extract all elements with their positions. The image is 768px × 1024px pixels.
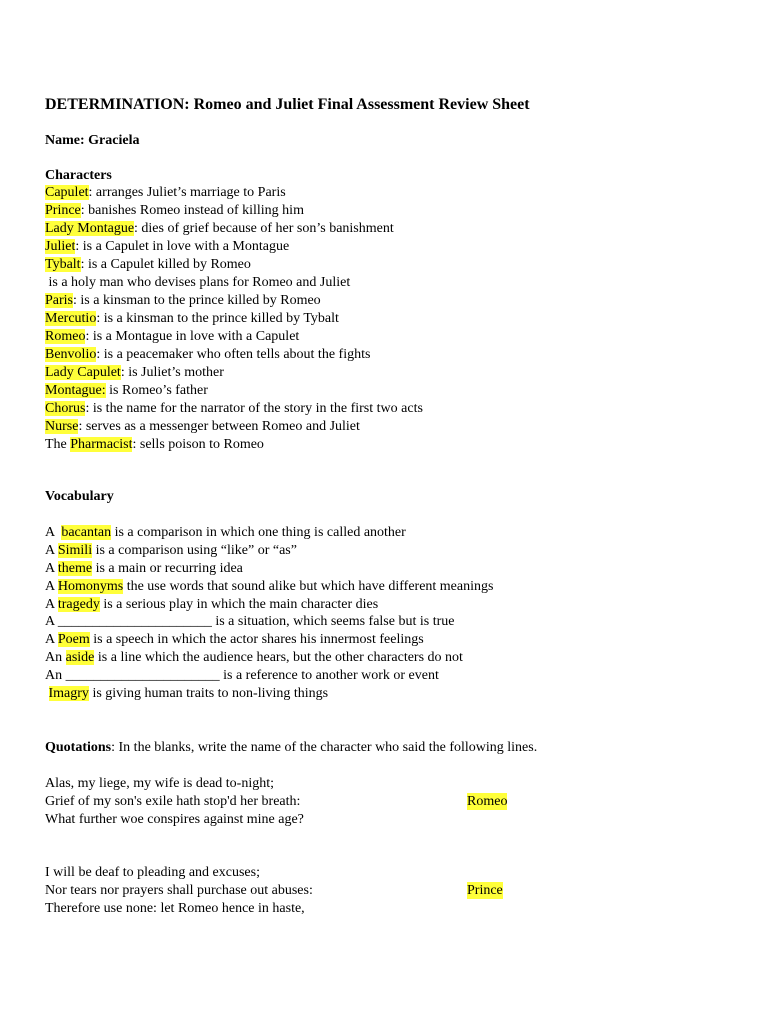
vocabulary-term: Poem (57, 632, 90, 647)
character-name: Capulet (45, 185, 89, 200)
quotations-instructions: Quotations: In the blanks, write the name of the character who said the following lines. (45, 740, 538, 755)
vocabulary-term: theme (57, 561, 93, 576)
quote-line: I will be deaf to pleading and excuses; (45, 865, 260, 880)
character-name: Juliet (45, 239, 76, 254)
vocabulary-term: Homonyms (57, 579, 124, 594)
character-item: is a holy man who devises plans for Romeo and Juliet (45, 275, 351, 290)
character-name: Montague: (45, 383, 106, 398)
student-name: Name: Graciela (45, 133, 140, 148)
character-name: Lady Capulet (45, 365, 121, 380)
vocabulary-item: A Simili is a comparison using “like” or “as” (45, 543, 297, 558)
character-item: Chorus: is the name for the narrator of the story in the first two acts (45, 401, 423, 416)
quote-line: What further woe conspires against mine age? (45, 812, 304, 827)
vocabulary-term: aside (65, 650, 95, 665)
page-title: DETERMINATION: Romeo and Juliet Final Assessment Review Sheet (45, 96, 530, 113)
character-name: Paris (45, 293, 73, 308)
character-item: The Pharmacist: sells poison to Romeo (45, 437, 264, 452)
quote-answer: Prince (467, 883, 503, 898)
character-name: Lady Montague (45, 221, 135, 236)
quote-answer: Romeo (467, 794, 508, 809)
character-item: Capulet: arranges Juliet’s marriage to Paris (45, 185, 286, 200)
vocabulary-item: A ______________________ is a situation, which seems false but is true (45, 614, 455, 629)
vocabulary-item: A theme is a main or recurring idea (45, 561, 243, 576)
character-item: Mercutio: is a kinsman to the prince killed by Tybalt (45, 311, 339, 326)
character-item: Prince: banishes Romeo instead of killing him (45, 203, 304, 218)
vocabulary-term: Simili (57, 543, 93, 558)
character-item: Benvolio: is a peacemaker who often tells about the fights (45, 347, 371, 362)
character-name: Prince (45, 203, 81, 218)
quote-line: Alas, my liege, my wife is dead to-night; (45, 776, 275, 791)
vocabulary-term: bacantan (61, 525, 112, 540)
character-name: Chorus (45, 401, 86, 416)
quote-line: Nor tears nor prayers shall purchase out abuses: (45, 883, 313, 898)
character-name: Nurse (45, 419, 79, 434)
character-item: Lady Capulet: is Juliet’s mother (45, 365, 224, 380)
characters-heading: Characters (45, 168, 112, 183)
character-item: Juliet: is a Capulet in love with a Montague (45, 239, 290, 254)
vocabulary-item: Imagry is giving human traits to non-living things (48, 686, 329, 701)
vocabulary-heading: Vocabulary (45, 489, 114, 504)
character-item: Lady Montague: dies of grief because of her son’s banishment (45, 221, 394, 236)
character-name: Mercutio (45, 311, 97, 326)
character-name: Benvolio (45, 347, 97, 362)
character-item: Paris: is a kinsman to the prince killed by Romeo (45, 293, 321, 308)
character-name: Pharmacist (70, 437, 133, 452)
character-item: Nurse: serves as a messenger between Romeo and Juliet (45, 419, 360, 434)
quote-line: Therefore use none: let Romeo hence in haste, (45, 901, 305, 916)
vocabulary-term: tragedy (57, 597, 100, 612)
vocabulary-item: A Homonyms the use words that sound alike but which have different meanings (45, 579, 494, 594)
vocabulary-item: An ______________________ is a reference to another work or event (45, 668, 439, 683)
character-item: Romeo: is a Montague in love with a Capulet (45, 329, 300, 344)
quote-line: Grief of my son's exile hath stop'd her breath: (45, 794, 301, 809)
vocabulary-item: A Poem is a speech in which the actor shares his innermost feelings (45, 632, 424, 647)
quotations-heading: Quotations (45, 740, 112, 755)
vocabulary-item: A bacantan is a comparison in which one thing is called another (45, 525, 406, 540)
character-item: Tybalt: is a Capulet killed by Romeo (45, 257, 251, 272)
vocabulary-item: An aside is a line which the audience hears, but the other characters do not (45, 650, 463, 665)
vocabulary-item: A tragedy is a serious play in which the main character dies (45, 597, 379, 612)
character-item: Montague: is Romeo’s father (45, 383, 208, 398)
vocabulary-term: Imagry (48, 686, 89, 701)
character-name: Romeo (45, 329, 86, 344)
character-name: Tybalt (45, 257, 81, 272)
